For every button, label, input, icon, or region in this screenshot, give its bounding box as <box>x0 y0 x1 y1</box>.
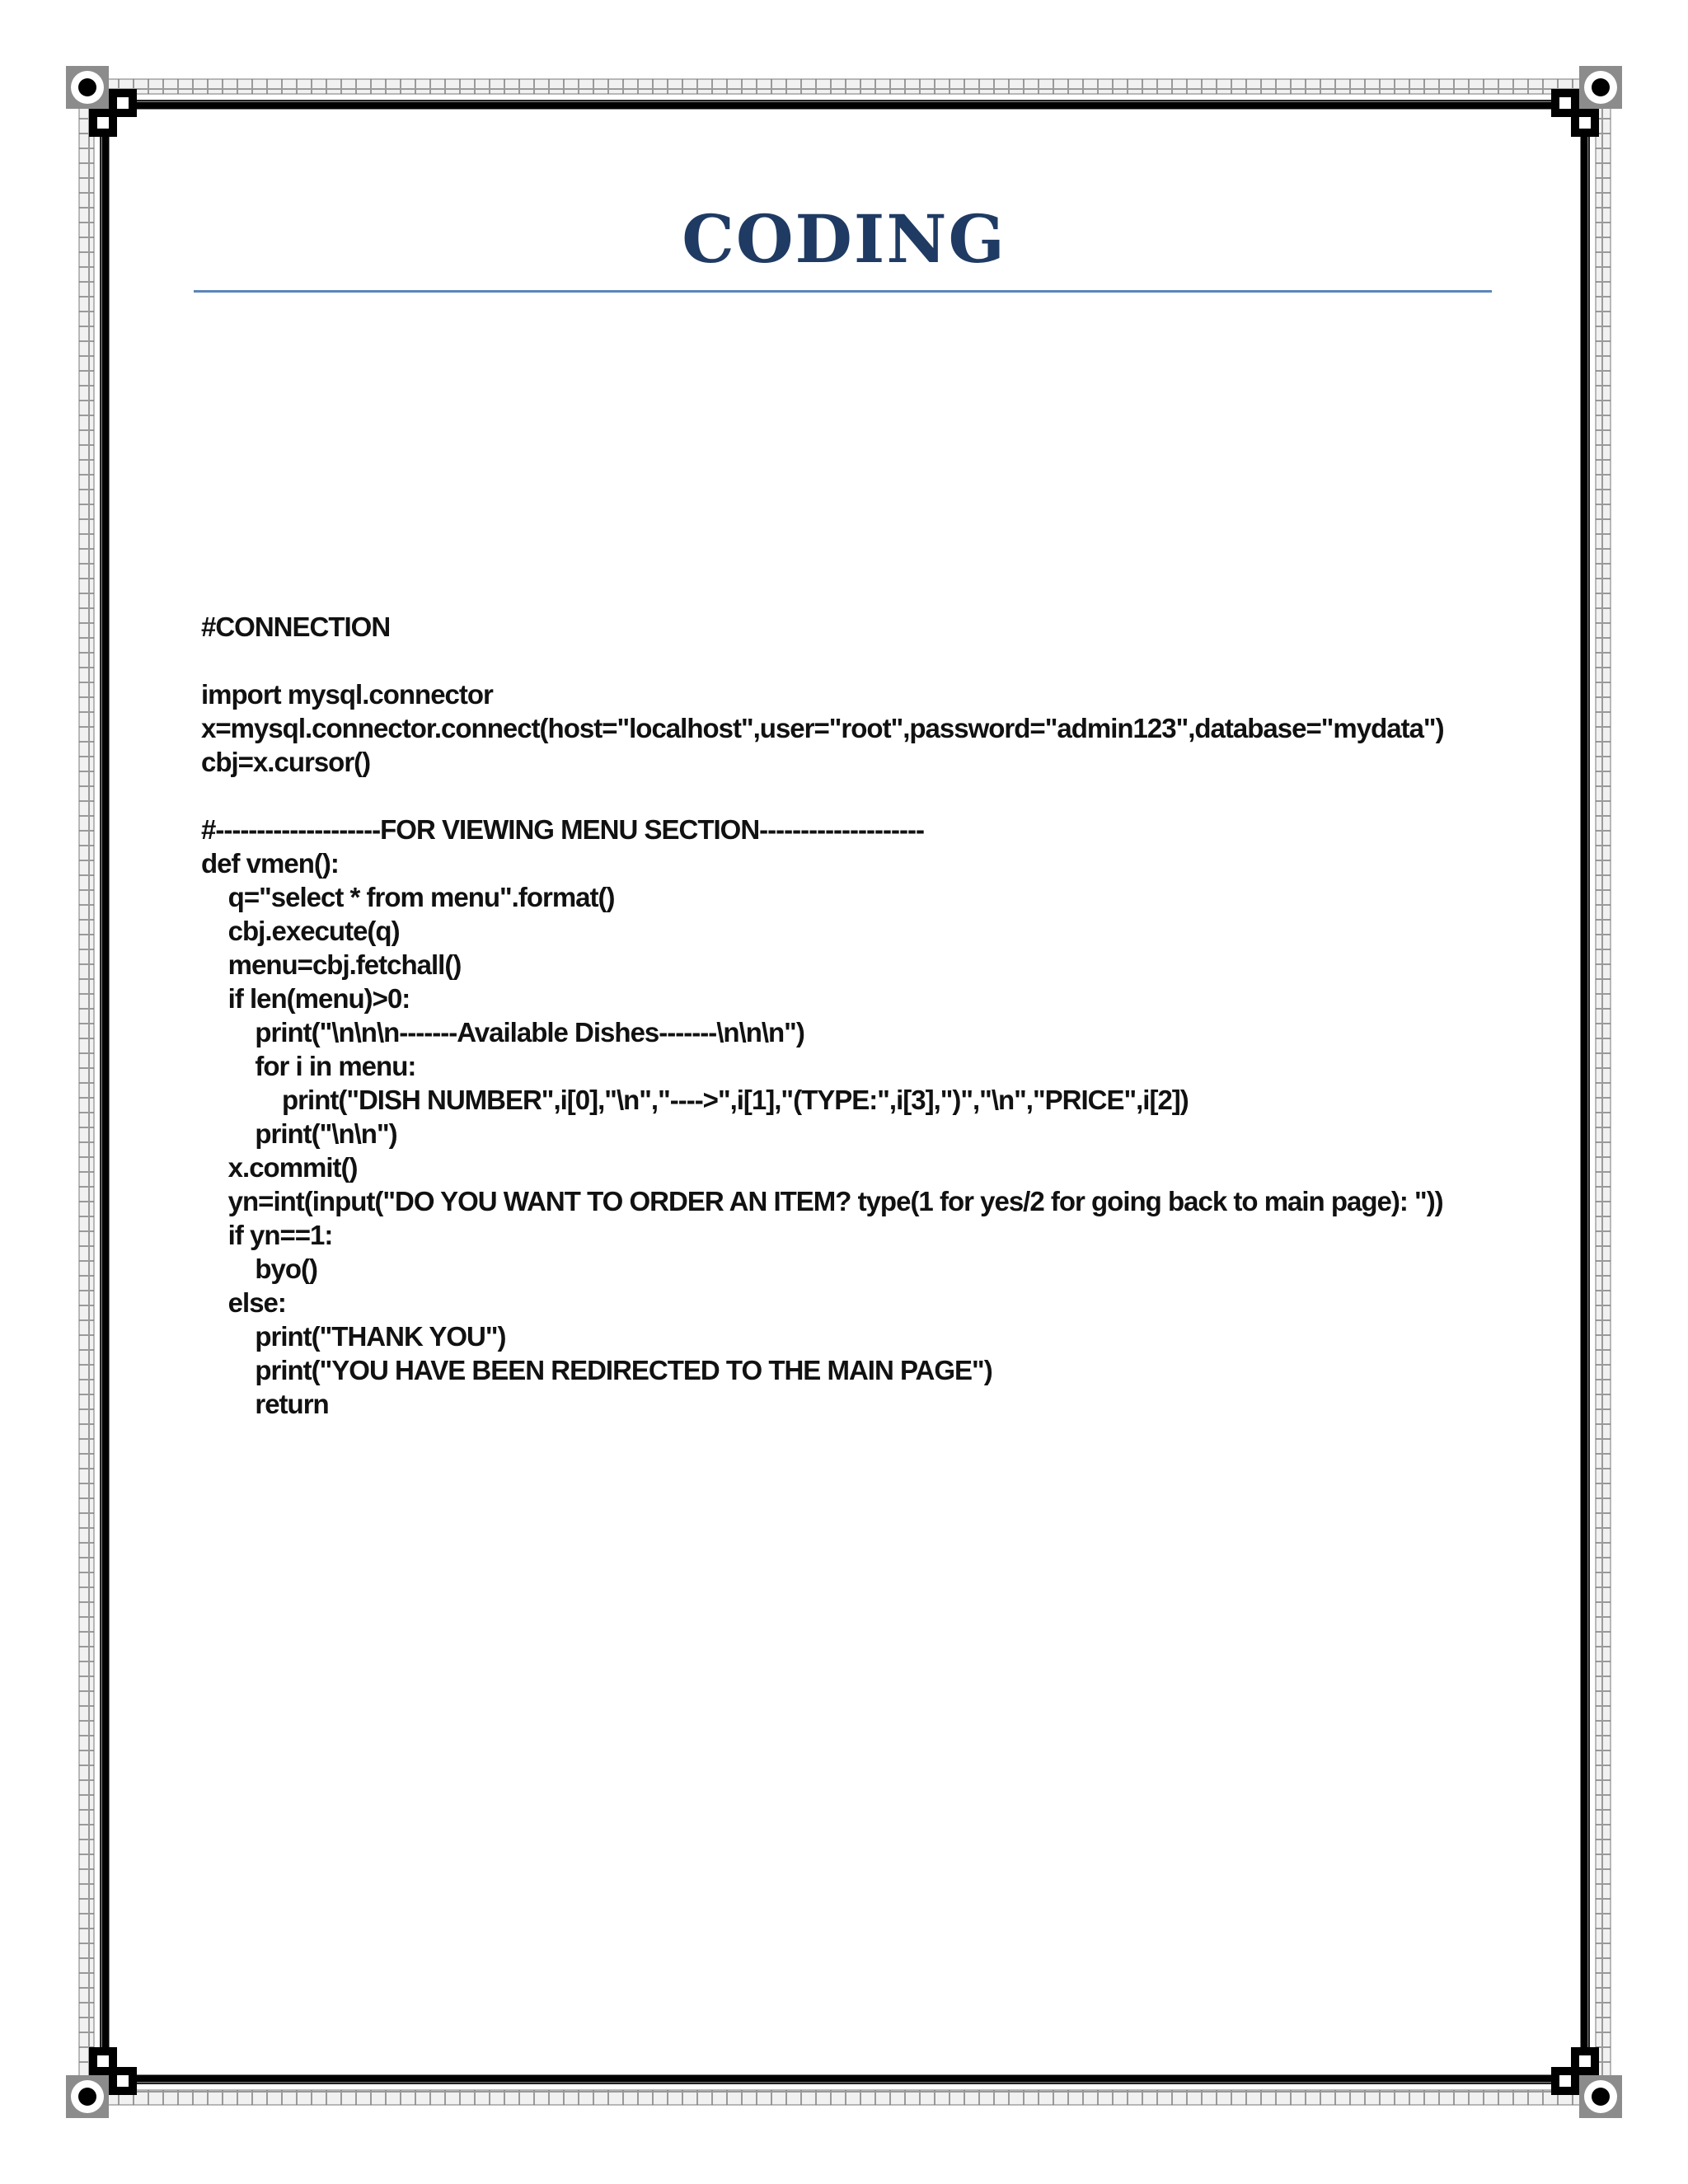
border-tiles-top <box>82 79 1607 94</box>
code-line: byo() <box>201 1254 317 1284</box>
corner-ornament-top-left <box>66 66 137 137</box>
code-line: menu=cbj.fetchall() <box>201 949 462 980</box>
code-line: else: <box>201 1287 286 1318</box>
code-line: def vmen(): <box>201 848 339 879</box>
code-line: #CONNECTION <box>201 612 391 642</box>
corner-ornament-bottom-right <box>1551 2047 1622 2118</box>
code-line: #--------------------FOR VIEWING MENU SECTION-------------------- <box>201 814 924 845</box>
border-tiles-right <box>1596 82 1611 2102</box>
border-tiles-bottom <box>82 2090 1607 2105</box>
code-line: if len(menu)>0: <box>201 983 410 1014</box>
title-underline <box>194 290 1492 293</box>
code-line: print("THANK YOU") <box>201 1321 506 1352</box>
code-line: if yn==1: <box>201 1220 333 1250</box>
code-line: cbj=x.cursor() <box>201 747 371 777</box>
code-listing <box>201 610 1444 1421</box>
code-line: print("\n\n\n-------Available Dishes-------\n\n\n") <box>201 1017 804 1047</box>
code-line: q="select * from menu".format() <box>201 882 615 912</box>
page-title: CODING <box>682 200 1006 278</box>
border-tiles-left <box>79 82 94 2102</box>
code-line <box>201 779 1444 813</box>
code-line <box>201 644 1444 677</box>
corner-ornament-bottom-left <box>66 2047 137 2118</box>
code-line: x=mysql.connector.connect(host="localhost",user="root",password="admin123",database="mydata") <box>201 713 1444 743</box>
code-line: import mysql.connector <box>201 679 493 710</box>
code-line: print("DISH NUMBER",i[0],"\n","---->",i[1],"(TYPE:",i[3],")","\n","PRICE",i[2]) <box>201 1085 1189 1115</box>
code-line: cbj.execute(q) <box>201 916 400 946</box>
code-line: return <box>201 1389 329 1419</box>
corner-ornament-top-right <box>1551 66 1622 137</box>
code-line: x.commit() <box>201 1152 358 1183</box>
code-line: print("YOU HAVE BEEN REDIRECTED TO THE MAIN PAGE") <box>201 1355 992 1385</box>
code-line: print("\n\n") <box>201 1118 397 1149</box>
code-line: yn=int(input("DO YOU WANT TO ORDER AN ITEM? type(1 for yes/2 for going back to main page): ")) <box>201 1186 1443 1216</box>
code-line: for i in menu: <box>201 1051 416 1081</box>
